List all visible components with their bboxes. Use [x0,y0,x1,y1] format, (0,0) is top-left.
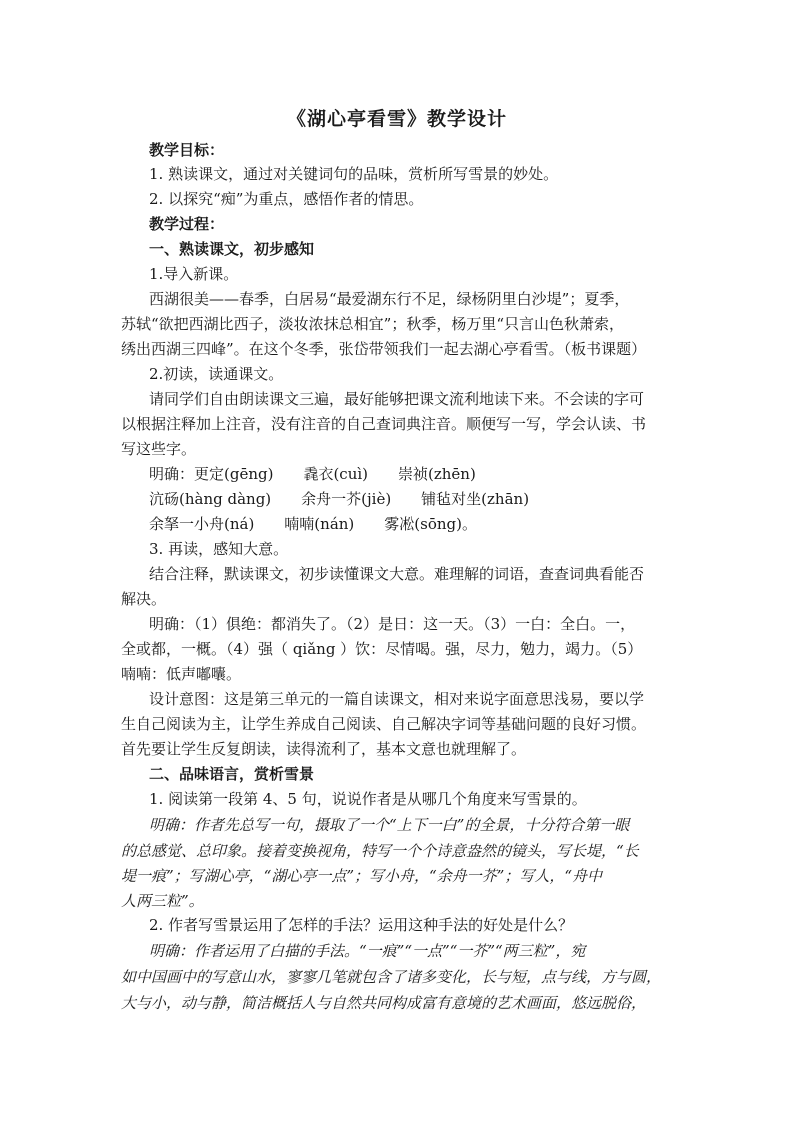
answer-line: 堤一痕”；写湖心亭，“湖心亭一点”；写小舟，“余舟一芥”；写人，“舟中 [121,867,603,885]
pronunciation-line: 明确：更定(gēng) 毳衣(cuì) 崇祯(zhēn) [149,465,476,483]
pronunciation-line: 余拏一小舟(ná) 喃喃(nán) 雾凇(sōng)。 [149,515,477,533]
answer-line: 明确：作者先总写一句，摄取了一个“上下一白”的全景，十分符合第一眼 [149,816,630,834]
answer-line: 如中国画中的写意山水，寥寥几笔就包含了诸多变化，长与短，点与线，方与圆， [121,968,662,986]
paragraph-line: 设计意图：这是第三单元的一篇自读课文，相对来说字面意思浅易，要以学 [149,690,645,708]
paragraph-line: 以根据注释加上注音，没有注音的自己查词典注音。顺便写一写，学会认读、书 [121,415,647,433]
goal-item-1: 1. 熟读课文，通过对关键词句的品味，赏析所写雪景的妙处。 [149,165,559,183]
paragraph-line: 解决。 [121,590,167,608]
paragraph-line: 绣出西湖三四峰”。在这个冬季，张岱带领我们一起去湖心亭看雪。（板书课题） [121,340,647,358]
paragraph-line: 请同学们自由朗读课文三遍，最好能够把课文流利地读下来。不会读的字可 [149,390,645,408]
question-line: 1. 阅读第一段第 4、5 句，说说作者是从哪几个角度来写雪景的。 [149,790,587,808]
paragraph-line: 结合注释，默读课文，初步读懂课文大意。难理解的词语，查查词典看能否 [149,565,645,583]
subheading-2: 二、品味语言，赏析雪景 [149,765,315,783]
section-heading-goals: 教学目标： [149,141,225,159]
subheading-1: 一、熟读课文，初步感知 [149,240,315,258]
goal-item-2: 2. 以探究“痴”为重点，感悟作者的情思。 [149,190,424,208]
paragraph-line: 首先要让学生反复朗读，读得流利了，基本文意也就理解了。 [121,740,527,758]
answer-line: 人两三粒”。 [121,892,204,910]
paragraph-line: 喃喃：低声嘟囔。 [121,665,242,683]
question-line: 2. 作者写雪景运用了怎样的手法？运用这种手法的好处是什么？ [149,916,574,934]
step-heading: 2.初读，读通课文。 [149,365,284,383]
pronunciation-line: 沆砀(hàng dàng) 余舟一芥(jiè) 铺毡对坐(zhān) [149,490,530,508]
paragraph-line: 写这些字。 [121,440,197,458]
step-heading: 3. 再读，感知大意。 [149,540,289,558]
document-title: 《湖心亭看雪》教学设计 [286,108,507,130]
answer-line: 的总感觉、总印象。接着变换视角，特写一个个诗意盎然的镜头，写长堤，“长 [121,842,639,860]
paragraph-line: 明确：（1）俱绝：都消失了。（2）是日：这一天。（3）一白：全白。一， [149,615,636,633]
answer-line: 明确：作者运用了白描的手法。“一痕”“一点”“一芥”“两三粒”，宛 [149,942,586,960]
paragraph-line: 苏轼“欲把西湖比西子，淡妆浓抹总相宜”；秋季，杨万里“只言山色秋萧索， [121,315,625,333]
paragraph-line: 生自己阅读为主，让学生养成自己阅读、自己解决字词等基础问题的良好习惯。 [121,715,647,733]
step-heading: 1.导入新课。 [149,265,239,283]
paragraph-line: 西湖很美——春季，白居易“最爱湖东行不足，绿杨阴里白沙堤”；夏季， [149,290,630,308]
answer-line: 大与小，动与静，简洁概括人与自然共同构成富有意境的艺术画面，悠远脱俗， [121,994,647,1012]
section-heading-process: 教学过程： [149,215,225,233]
paragraph-line: 全或都，一概。（4）强（ qiǎng ）饮：尽情喝。强，尽力，勉力，竭力。（5） [121,640,643,658]
